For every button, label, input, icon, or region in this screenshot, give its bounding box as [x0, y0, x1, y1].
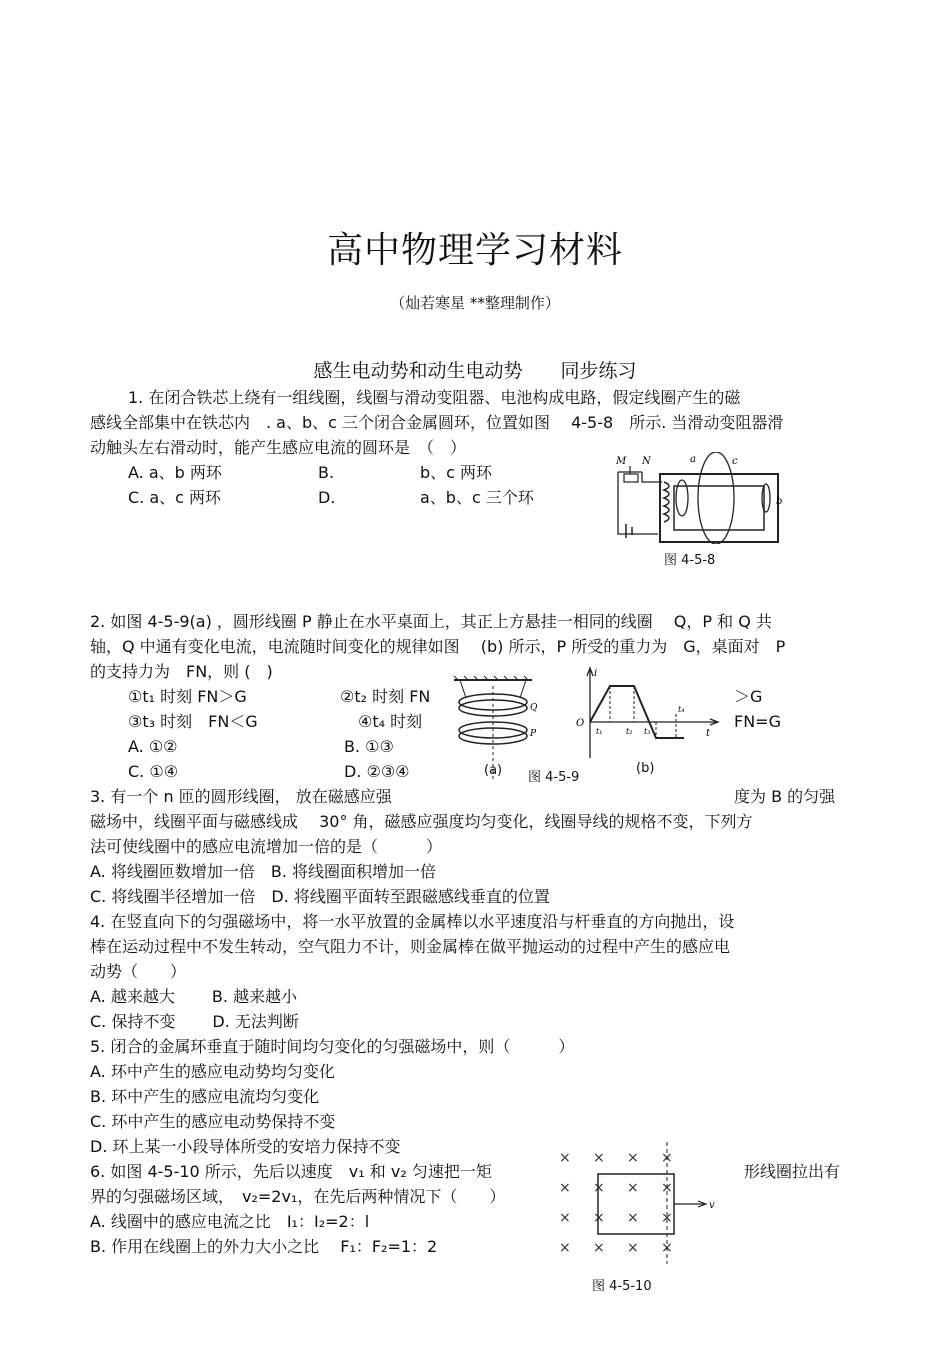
label-a: a — [690, 454, 696, 465]
section-title: 感生电动势和动生电动势 同步练习 — [313, 360, 637, 382]
field-cross-mark: × — [627, 1150, 639, 1166]
label-t2: t₂ — [626, 727, 633, 736]
q1-line3: 动触头左右滑动时，能产生感应电流的圆环是 （ ） — [90, 438, 467, 457]
q6-line1a: 6. 如图 4-5-10 所示，先后以速度 v₁ 和 v₂ 匀速把一矩 — [90, 1162, 492, 1181]
q2-statement-4b: FN=G — [734, 712, 781, 731]
q1-option-a: A. a、b 两环 — [128, 463, 222, 482]
iron-core-diagram — [612, 452, 792, 544]
q3-options-ab: A. 将线圈匝数增加一倍 B. 将线圈面积增加一倍 — [90, 862, 436, 881]
q4-options-ab: A. 越来越大 B. 越来越小 — [90, 987, 298, 1006]
q2-statement-2b: ＞G — [734, 687, 763, 706]
document-subtitle: （灿若寒星 **整理制作） — [390, 294, 560, 312]
q3-line3: 法可使线圈中的感应电流增加一倍的是（ ） — [90, 837, 443, 856]
field-cross-mark: × — [559, 1240, 571, 1256]
time-markers — [610, 686, 676, 738]
label-c: c — [732, 456, 738, 467]
field-cross-mark: × — [661, 1210, 673, 1226]
q2-line3: 的支持力为 FN，则 ( ) — [90, 662, 273, 681]
q5-option-b: B. 环中产生的感应电流均匀变化 — [90, 1087, 320, 1106]
q2-option-a: A. ①② — [128, 737, 178, 756]
figure-4-5-10 — [552, 1140, 727, 1266]
figure-4-5-9b-label: (b) — [636, 761, 655, 776]
q4-line1: 4. 在竖直向下的匀强磁场中，将一水平放置的金属棒以水平速度沿与杆垂直的方向抛出，设 — [90, 912, 735, 931]
rheostat — [624, 474, 638, 482]
field-cross-mark: × — [627, 1210, 639, 1226]
label-m: M — [616, 456, 627, 467]
figure-4-5-8 — [612, 452, 792, 544]
label-t4: t₄ — [678, 705, 685, 714]
battery — [626, 524, 632, 538]
field-cross-mark: × — [593, 1180, 605, 1196]
q2-option-c: C. ①④ — [128, 762, 179, 781]
label-q: Q — [530, 703, 538, 713]
magnetic-field-diagram — [552, 1140, 727, 1266]
q6-line1b: 形线圈拉出有 — [744, 1162, 841, 1181]
field-cross-mark: × — [627, 1240, 639, 1256]
q1-option-b-label: B. — [318, 463, 335, 482]
field-cross-mark: × — [627, 1180, 639, 1196]
figure-4-5-8-caption: 图 4-5-8 — [664, 553, 716, 568]
label-b: b — [776, 496, 783, 507]
t-axis — [590, 719, 718, 725]
figure-4-5-10-caption: 图 4-5-10 — [592, 1279, 652, 1294]
label-t: t — [706, 728, 711, 739]
q2-statement-2a: ②t₂ 时刻 FN — [340, 687, 431, 706]
q1-option-c: C. a、c 两环 — [128, 488, 222, 507]
field-cross-mark: × — [593, 1210, 605, 1226]
q1-option-d-label: D. — [318, 488, 336, 507]
q3-line2: 磁场中，线圈平面与磁感线成 30° 角，磁感应强度均匀变化，线圈导线的规格不变，下列方 — [90, 812, 753, 831]
document-title: 高中物理学习材料 — [326, 230, 623, 271]
q4-options-cd: C. 保持不变 D. 无法判断 — [90, 1012, 299, 1031]
ring-b — [762, 484, 770, 512]
q6-option-a: A. 线圈中的感应电流之比 I₁：I₂=2：l — [90, 1212, 370, 1231]
label-t1: t₁ — [596, 727, 603, 736]
q2-statement-4a: ④t₄ 时刻 — [358, 712, 423, 731]
q2-statement-1: ①t₁ 时刻 FN＞G — [128, 687, 247, 706]
label-o: O — [576, 718, 585, 729]
q5-option-c: C. 环中产生的感应电动势保持不变 — [90, 1112, 336, 1131]
q2-option-b: B. ①③ — [344, 737, 394, 756]
label-n: N — [642, 456, 651, 467]
q5-option-d: D. 环上某一小段导体所受的安培力保持不变 — [90, 1137, 401, 1156]
q3-options-cd: C. 将线圈半径增加一倍 D. 将线圈平面转至跟磁感线垂直的位置 — [90, 887, 550, 906]
q5-option-a: A. 环中产生的感应电动势均匀变化 — [90, 1062, 335, 1081]
field-cross-mark: × — [559, 1210, 571, 1226]
current-time-graph — [572, 666, 722, 762]
figure-4-5-9a-label: (a) — [484, 763, 503, 778]
current-curve — [590, 686, 684, 738]
q4-line3: 动势（ ） — [90, 962, 187, 981]
field-cross-mark: × — [661, 1150, 673, 1166]
q1-option-d: a、b、c 三个环 — [420, 488, 534, 507]
field-cross-mark: × — [661, 1240, 673, 1256]
coil-winding — [664, 482, 669, 522]
q4-line2: 棒在运动过程中不发生转动，空气阻力不计，则金属棒在做平抛运动的过程中产生的感应电 — [90, 937, 731, 956]
q6-line2: 界的匀强磁场区域， v₂=2v₁，在先后两种情况下（ ） — [90, 1187, 506, 1206]
q2-line2: 轴，Q 中通有变化电流，电流随时间变化的规律如图 (b) 所示，P 所受的重力为 G，桌面对 P — [90, 637, 786, 656]
label-v: v — [709, 1200, 715, 1211]
q6-option-b: B. 作用在线圈上的外力大小之比 F₁：F₂=1：2 — [90, 1237, 438, 1256]
label-i: i — [594, 668, 598, 679]
q1-line1: 1. 在闭合铁芯上绕有一组线圈，线圈与滑动变阻器、电池构成电路，假定线圈产生的磁 — [128, 388, 741, 407]
q2-statement-3: ③t₃ 时刻 FN＜G — [128, 712, 258, 731]
figure-4-5-9-caption: 图 4-5-9 — [528, 770, 580, 785]
field-cross-mark: × — [661, 1180, 673, 1196]
q2-option-d: D. ②③④ — [344, 762, 410, 781]
q3-line1a: 3. 有一个 n 匝的圆形线圈， 放在磁感应强 — [90, 787, 392, 806]
label-t3: t₃ — [644, 727, 651, 736]
q1-line2: 感线全部集中在铁芯内 . a、b、c 三个闭合金属圆环，位置如图 4-5-8 所示. 当滑动变阻器滑 — [90, 413, 784, 432]
field-cross-mark: × — [593, 1150, 605, 1166]
q2-line1: 2. 如图 4-5-9(a) ，圆形线圈 P 静止在水平桌面上，其正上方悬挂一相同的线圈 Q，P 和 Q 共 — [90, 612, 772, 631]
q3-line1b: 度为 B 的匀强 — [734, 787, 836, 806]
q5-line1: 5. 闭合的金属环垂直于随时间均匀变化的匀强磁场中，则（ ） — [90, 1037, 575, 1056]
field-cross-mark: × — [559, 1180, 571, 1196]
figure-4-5-9b — [572, 666, 722, 762]
q1-option-b: b、c 两环 — [420, 463, 493, 482]
velocity-arrow — [674, 1201, 706, 1207]
label-p: P — [530, 729, 537, 739]
field-cross-mark: × — [593, 1240, 605, 1256]
field-cross-mark: × — [559, 1150, 571, 1166]
i-axis — [587, 668, 593, 758]
